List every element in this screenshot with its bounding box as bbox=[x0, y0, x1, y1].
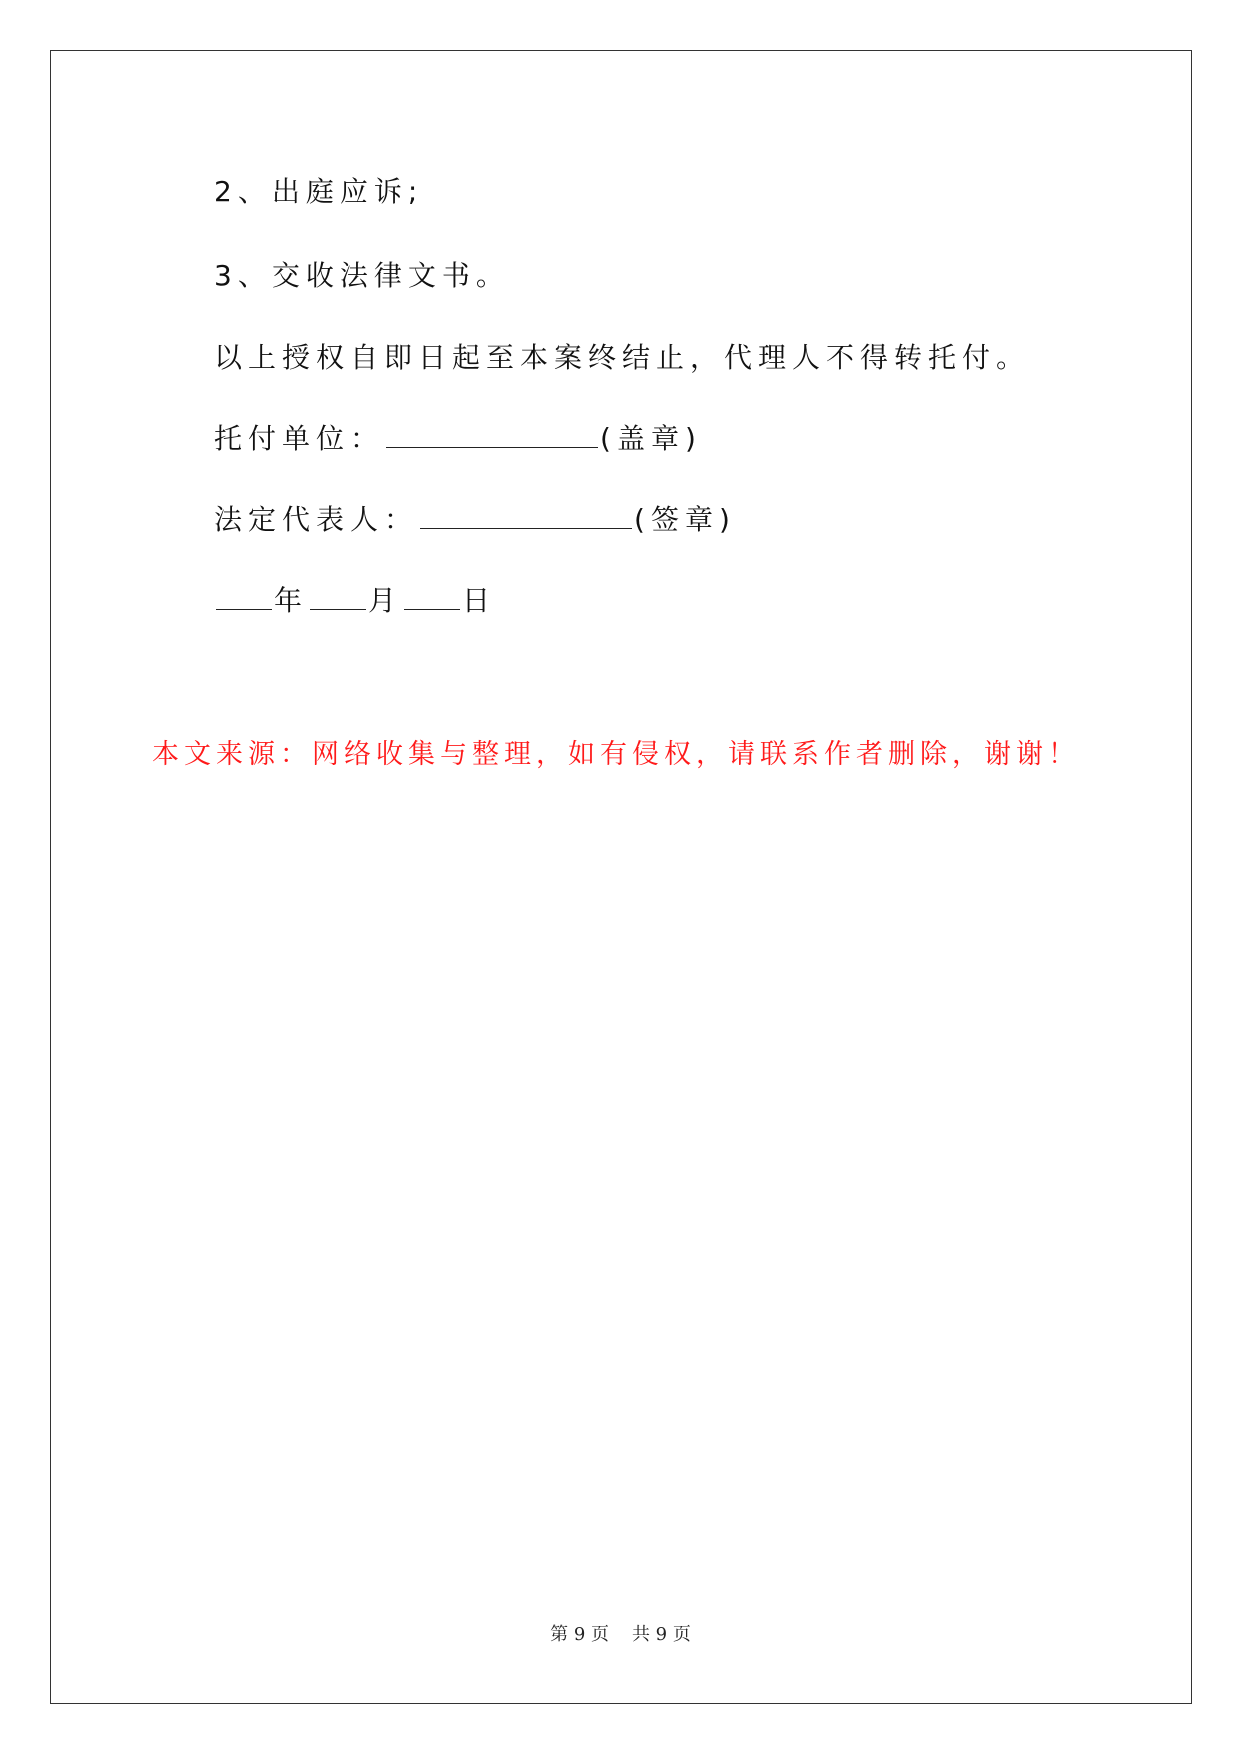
month-blank bbox=[310, 583, 366, 610]
entrusting-unit-line bbox=[214, 419, 702, 459]
entrusting-unit-blank bbox=[386, 421, 598, 448]
authorization-statement: 以上授权自即日起至本案终结止，代理人不得转托付。 bbox=[214, 341, 1031, 374]
clause-2: 2、出庭应诉; bbox=[214, 175, 424, 208]
page-border bbox=[50, 50, 1192, 1704]
source-disclaimer: 本文来源：网络收集与整理，如有侵权，请联系作者删除，谢谢！ bbox=[152, 739, 1080, 770]
clause-3: 3、交收法律文书。 bbox=[214, 259, 510, 292]
day-blank bbox=[404, 583, 460, 610]
legal-representative-line bbox=[214, 500, 736, 540]
signature-note: (签章) bbox=[634, 503, 736, 536]
entrusting-unit-label: 托付单位： bbox=[214, 422, 385, 455]
year-blank bbox=[216, 583, 272, 610]
page-number: 第 9 页 共 9 页 bbox=[550, 1624, 691, 1645]
month-label: 月 bbox=[368, 584, 403, 617]
year-label: 年 bbox=[274, 584, 309, 617]
date-line bbox=[214, 581, 496, 621]
legal-representative-blank bbox=[420, 502, 632, 529]
day-label: 日 bbox=[462, 584, 497, 617]
legal-representative-label: 法定代表人： bbox=[214, 503, 419, 536]
seal-note: (盖章) bbox=[600, 422, 702, 455]
